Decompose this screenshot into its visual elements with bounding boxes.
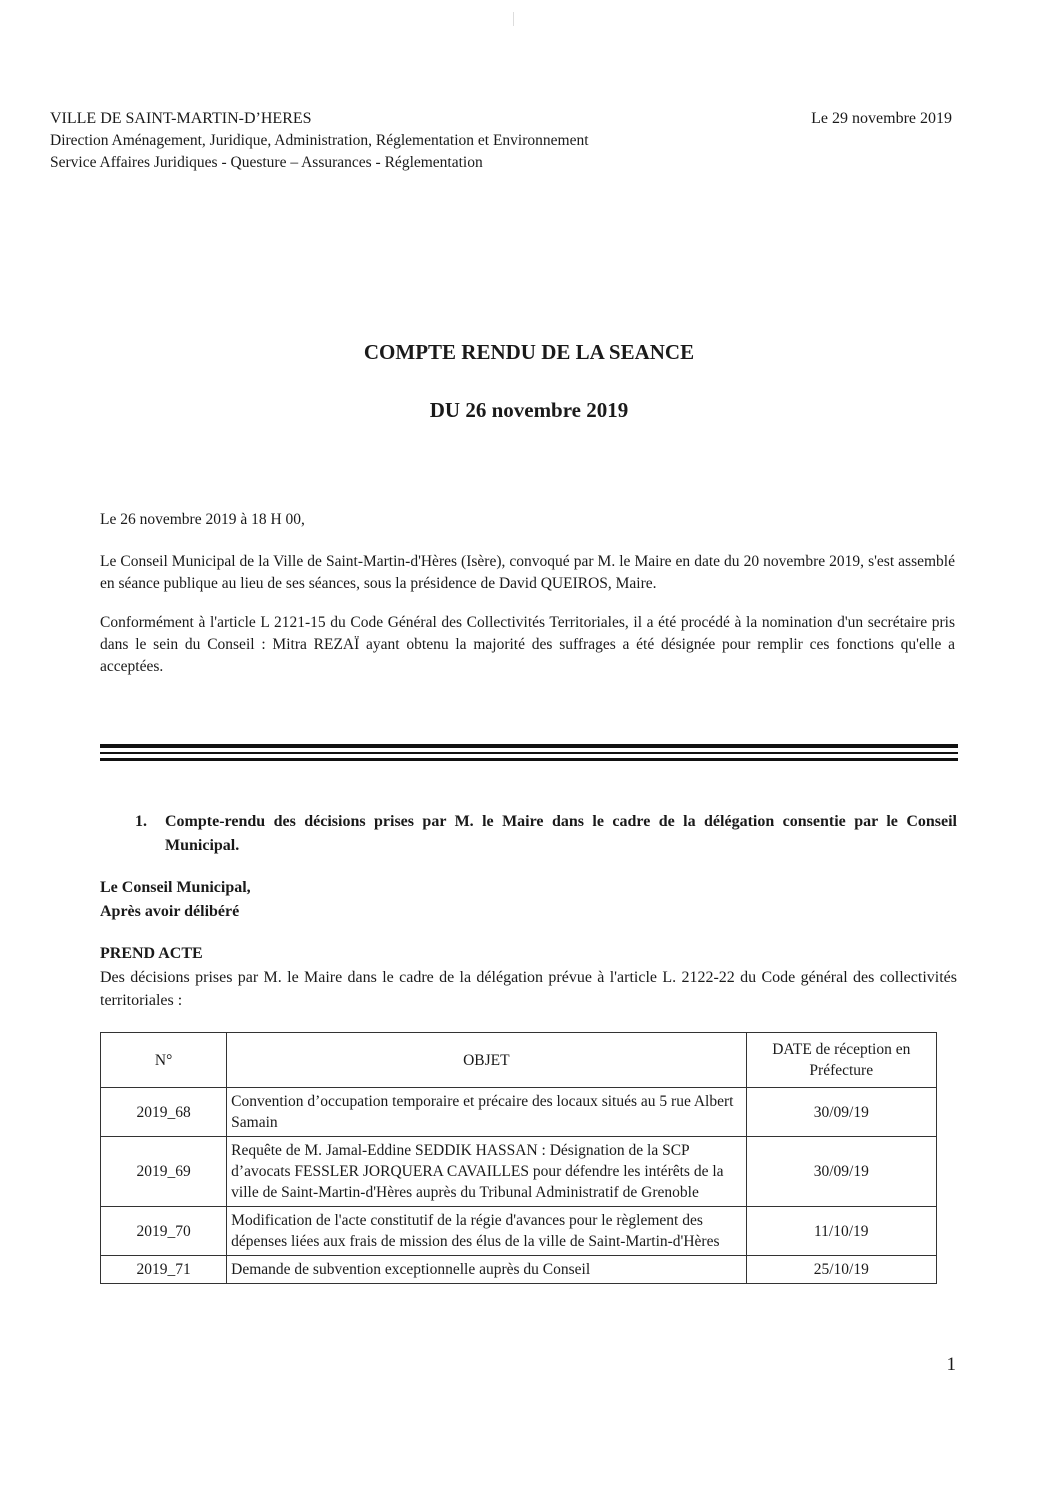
section-title: Compte-rendu des décisions prises par M. le Maire dans le cadre de la délégation consentie par le Conseil Municipal. <box>165 813 957 854</box>
table-row <box>101 1137 937 1207</box>
intro-paragraph-time: Le 26 novembre 2019 à 18 H 00, <box>100 511 305 528</box>
table-header-row <box>101 1033 937 1088</box>
separator-rule <box>100 752 958 754</box>
row-objet: Modification de l'acte constitutif de la régie d'avances pour le règlement des dépenses liées aux frais de mission des élus de la ville de Saint-Martin-d'Hères <box>227 1207 746 1256</box>
separator-rule <box>100 758 958 761</box>
separator-rule <box>100 744 958 748</box>
service-name: Service Affaires Juridiques - Questure – Assurances - Réglementation <box>50 154 483 171</box>
council-line: Le Conseil Municipal, <box>100 879 251 896</box>
row-objet: Requête de M. Jamal-Eddine SEDDIK HASSAN : Désignation de la SCP d’avocats FESSLER JORQUERA CAVAILLES pour défendre les intérêts de la ville de Saint-Martin-d'Hères auprès du Tribunal Administratif de Grenoble <box>227 1137 746 1207</box>
council-block <box>100 876 251 924</box>
row-num: 2019_69 <box>101 1137 227 1207</box>
row-num: 2019_68 <box>101 1088 227 1137</box>
prend-acte-text: Des décisions prises par M. le Maire dans le cadre de la délégation prévue à l'article L. 2122-22 du Code général des collectivités territoriales : <box>100 969 957 1009</box>
prend-acte-heading: PREND ACTE <box>100 945 203 962</box>
document-date: Le 29 novembre 2019 <box>811 110 952 127</box>
section-number: 1. <box>135 813 147 830</box>
table-row <box>101 1256 937 1284</box>
scan-mark <box>513 12 514 26</box>
table-row <box>101 1207 937 1256</box>
letterhead <box>50 108 589 174</box>
document-subtitle: DU 26 novembre 2019 <box>429 398 629 422</box>
direction-name: Direction Aménagement, Juridique, Administration, Réglementation et Environnement <box>50 132 589 149</box>
row-date: 25/10/19 <box>746 1256 936 1284</box>
page-number: 1 <box>946 1354 956 1375</box>
header-objet: OBJET <box>227 1033 746 1088</box>
row-objet: Demande de subvention exceptionnelle auprès du Conseil <box>227 1256 746 1284</box>
deliberation-line: Après avoir délibéré <box>100 903 240 920</box>
header-date: DATE de réception en Préfecture <box>746 1033 936 1088</box>
row-num: 2019_70 <box>101 1207 227 1256</box>
section-heading <box>135 810 957 858</box>
decisions-table <box>100 1032 937 1284</box>
row-objet: Convention d’occupation temporaire et précaire des locaux situés au 5 rue Albert Samain <box>227 1088 746 1137</box>
document-title: COMPTE RENDU DE LA SEANCE <box>363 340 695 364</box>
org-name: VILLE DE SAINT-MARTIN-D’HERES <box>50 110 312 127</box>
row-date: 11/10/19 <box>746 1207 936 1256</box>
row-num: 2019_71 <box>101 1256 227 1284</box>
row-date: 30/09/19 <box>746 1088 936 1137</box>
intro-paragraph-secretary: Conformément à l'article L 2121-15 du Code Général des Collectivités Territoriales, il a été procédé à la nomination d'un secrétaire pris dans le sein du Conseil : Mitra REZAÏ ayant obtenu la majorité des suffrages a été désignée pour remplir ces fonctions qu'elle a acceptées. <box>100 614 955 675</box>
row-date: 30/09/19 <box>746 1137 936 1207</box>
table-row <box>101 1088 937 1137</box>
intro-paragraph-council: Le Conseil Municipal de la Ville de Saint-Martin-d'Hères (Isère), convoqué par M. le Maire en date du 20 novembre 2019, s'est assemblé en séance publique au lieu de ses séances, sous la présidence de David QUEIROS, Maire. <box>100 553 955 592</box>
header-num: N° <box>101 1033 227 1088</box>
